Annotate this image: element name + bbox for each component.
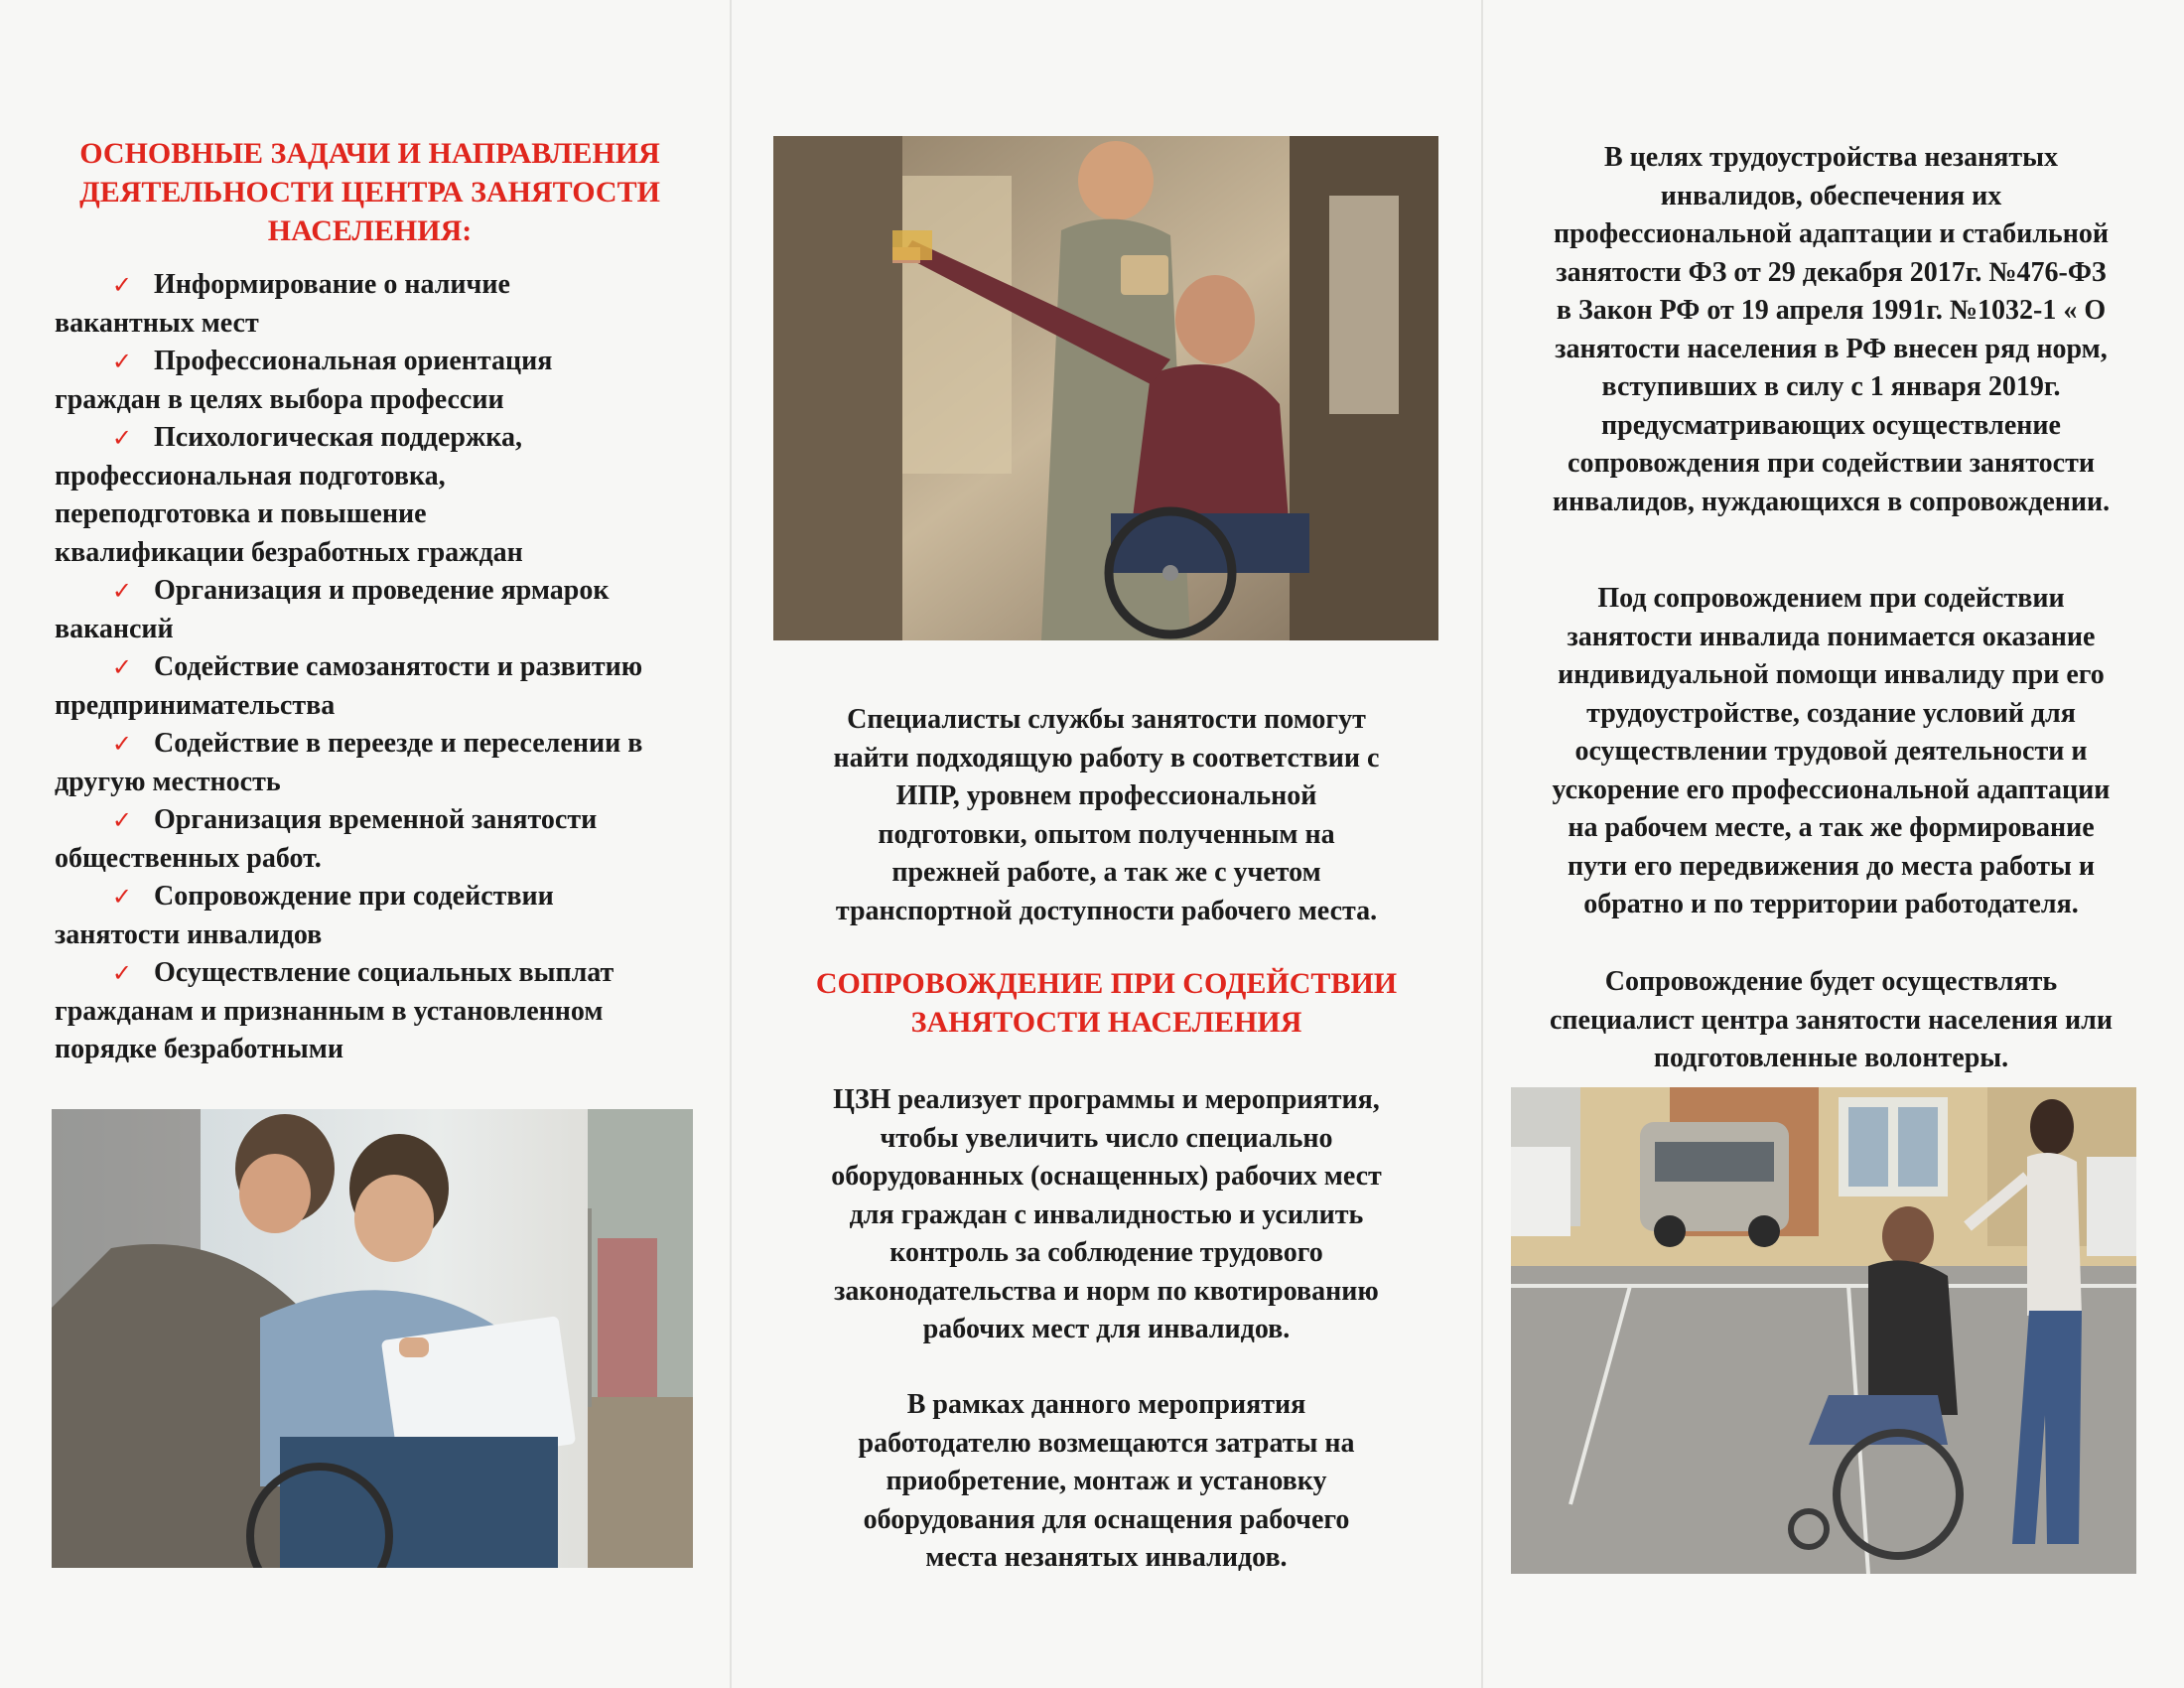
task-first-line xyxy=(55,572,720,611)
text-line: работодателю возмещаются затраты на xyxy=(858,1427,1355,1459)
text-line: занятости инвалида понимается оказание xyxy=(1567,621,2096,652)
checkmark-icon: ✓ xyxy=(111,577,132,605)
task-continuation: вакантных мест xyxy=(55,307,259,339)
text-line: найти подходящую работу в соответствии с xyxy=(833,742,1380,774)
task-first-line xyxy=(55,419,720,458)
task-continuation: предпринимательства xyxy=(55,689,336,721)
text-line: на рабочем месте, а так же формирование xyxy=(1568,812,2095,843)
text-line: предусматривающих осуществление xyxy=(1601,409,2061,441)
checkmark-icon: ✓ xyxy=(111,883,132,911)
task-text: Содействие в переезде и переселении в xyxy=(154,728,643,759)
task-list-item xyxy=(55,801,720,878)
task-first-line xyxy=(55,954,720,993)
middle-panel xyxy=(730,0,1483,1688)
text-line: осуществлении трудовой деятельности и xyxy=(1574,736,2088,767)
tasks-heading-line: ОСНОВНЫЕ ЗАДАЧИ И НАПРАВЛЕНИЯ xyxy=(79,137,660,170)
text-line: законодательства и норм по квотированию xyxy=(834,1275,1379,1307)
task-list-item xyxy=(55,419,720,572)
task-continuation: другую местность xyxy=(55,766,281,797)
definition-paragraph xyxy=(1491,580,2171,924)
task-list-item xyxy=(55,266,720,343)
text-line: подготовки, опытом полученным на xyxy=(878,818,1335,850)
task-list-item xyxy=(55,878,720,954)
task-continuation: порядке безработными xyxy=(55,1034,343,1064)
task-first-line xyxy=(55,266,720,305)
task-text: Психологическая поддержка, xyxy=(154,422,522,453)
text-line: ИПР, уровнем профессиональной xyxy=(895,780,1317,811)
text-line: Сопровождение будет осуществлять xyxy=(1604,966,2058,997)
text-line: в Закон РФ от 19 апреля 1991г. №1032-1 « О xyxy=(1556,295,2107,326)
text-line: чтобы увеличить число специально xyxy=(880,1122,1333,1154)
text-line: пути его передвижения до места работы и xyxy=(1568,850,2095,882)
text-line: специалист центра занятости населения или xyxy=(1550,1004,2113,1036)
task-first-line xyxy=(55,878,720,916)
services-paragraph xyxy=(747,701,1466,930)
reimbursement-paragraph xyxy=(747,1386,1466,1578)
task-list-item xyxy=(55,725,720,801)
text-line: прежней работе, а так же с учетом xyxy=(891,857,1321,888)
text-line: подготовленные волонтеры. xyxy=(1653,1043,2009,1073)
task-first-line xyxy=(55,725,720,764)
tasks-list xyxy=(55,266,720,1069)
checkmark-icon: ✓ xyxy=(111,959,132,987)
task-text: Организация временной занятости xyxy=(154,804,598,835)
right-panel xyxy=(1481,0,2184,1688)
text-line: ЦЗН реализует программы и мероприятия, xyxy=(833,1084,1380,1115)
task-continuation: граждан в целях выбора профессии xyxy=(55,383,504,415)
task-continuation: гражданам и признанным в установленном xyxy=(55,995,604,1027)
task-text: Организация и проведение ярмарок xyxy=(154,575,610,606)
text-line: оборудования для оснащения рабочего xyxy=(863,1503,1350,1535)
task-first-line xyxy=(55,343,720,381)
task-list-item xyxy=(55,648,720,725)
task-continuation: вакансий xyxy=(55,613,174,644)
support-heading-line: ЗАНЯТОСТИ НАСЕЛЕНИЯ xyxy=(910,1006,1302,1039)
task-text: Содействие самозанятости и развитию xyxy=(154,651,643,682)
checkmark-icon: ✓ xyxy=(111,806,132,834)
checkmark-icon: ✓ xyxy=(111,271,132,299)
task-text: Профессиональная ориентация xyxy=(154,346,553,376)
volunteers-paragraph xyxy=(1491,963,2171,1078)
text-line: рабочих мест для инвалидов. xyxy=(922,1314,1291,1344)
task-list-item xyxy=(55,343,720,419)
photo-office-wheelchair-laptop xyxy=(52,1109,693,1568)
text-line: В рамках данного мероприятия xyxy=(906,1389,1306,1420)
task-continuation: переподготовка и повышение xyxy=(55,498,427,529)
photo-wheelchair-user-office xyxy=(773,136,1438,640)
text-line: вступивших в силу с 1 января 2019г. xyxy=(1601,371,2061,402)
photo-wheelchair-parking-lot xyxy=(1511,1087,2136,1574)
text-line: Специалисты службы занятости помогут xyxy=(847,704,1366,735)
checkmark-icon: ✓ xyxy=(111,424,132,452)
text-line: В целях трудоустройства незанятых xyxy=(1603,142,2059,173)
law-paragraph xyxy=(1491,139,2171,521)
text-line: сопровождения при содействии занятости xyxy=(1568,448,2095,479)
checkmark-icon: ✓ xyxy=(111,653,132,681)
support-heading-line: СОПРОВОЖДЕНИЕ ПРИ СОДЕЙСТВИИ xyxy=(815,967,1398,1000)
task-first-line xyxy=(55,648,720,687)
checkmark-icon: ✓ xyxy=(111,348,132,375)
task-continuation: занятости инвалидов xyxy=(55,918,323,950)
task-list-item xyxy=(55,954,720,1069)
task-list-item xyxy=(55,572,720,648)
tasks-heading xyxy=(45,134,695,250)
text-line: трудоустройстве, создание условий для xyxy=(1586,697,2076,729)
text-line: для граждан с инвалидностью и усилить xyxy=(849,1198,1364,1230)
support-heading xyxy=(747,964,1466,1042)
text-line: Под сопровождением при содействии xyxy=(1597,583,2065,614)
left-panel xyxy=(0,0,730,1688)
task-continuation: квалификации безработных граждан xyxy=(55,536,523,568)
task-continuation: общественных работ. xyxy=(55,842,322,874)
text-line: инвалидов, нуждающихся в сопровождении. xyxy=(1552,486,2111,517)
text-line: инвалидов, обеспечения их xyxy=(1660,180,2002,211)
text-line: профессиональной адаптации и стабильной xyxy=(1554,218,2109,249)
task-text: Сопровождение при содействии xyxy=(154,881,554,912)
tasks-heading-line: ДЕЯТЕЛЬНОСТИ ЦЕНТРА ЗАНЯТОСТИ xyxy=(79,176,660,209)
text-line: контроль за соблюдение трудового xyxy=(889,1237,1323,1268)
text-line: транспортной доступности рабочего места. xyxy=(835,895,1378,926)
tasks-heading-line: НАСЕЛЕНИЯ: xyxy=(267,214,473,247)
text-line: обратно и по территории работодателя. xyxy=(1583,889,2079,919)
checkmark-icon: ✓ xyxy=(111,730,132,758)
text-line: занятости населения в РФ внесен ряд норм, xyxy=(1555,333,2108,364)
task-continuation: профессиональная подготовка, xyxy=(55,460,446,492)
text-line: занятости ФЗ от 29 декабря 2017г. №476-ФЗ xyxy=(1556,256,2107,288)
text-line: ускорение его профессиональной адаптации xyxy=(1552,774,2111,805)
programs-paragraph xyxy=(747,1081,1466,1349)
task-text: Информирование о наличие xyxy=(154,269,510,300)
task-first-line xyxy=(55,801,720,840)
task-text: Осуществление социальных выплат xyxy=(154,957,614,988)
text-line: оборудованных (оснащенных) рабочих мест xyxy=(831,1161,1382,1192)
text-line: индивидуальной помощи инвалиду при его xyxy=(1558,659,2105,690)
text-line: места незанятых инвалидов. xyxy=(925,1542,1288,1573)
text-line: приобретение, монтаж и установку xyxy=(886,1466,1327,1496)
